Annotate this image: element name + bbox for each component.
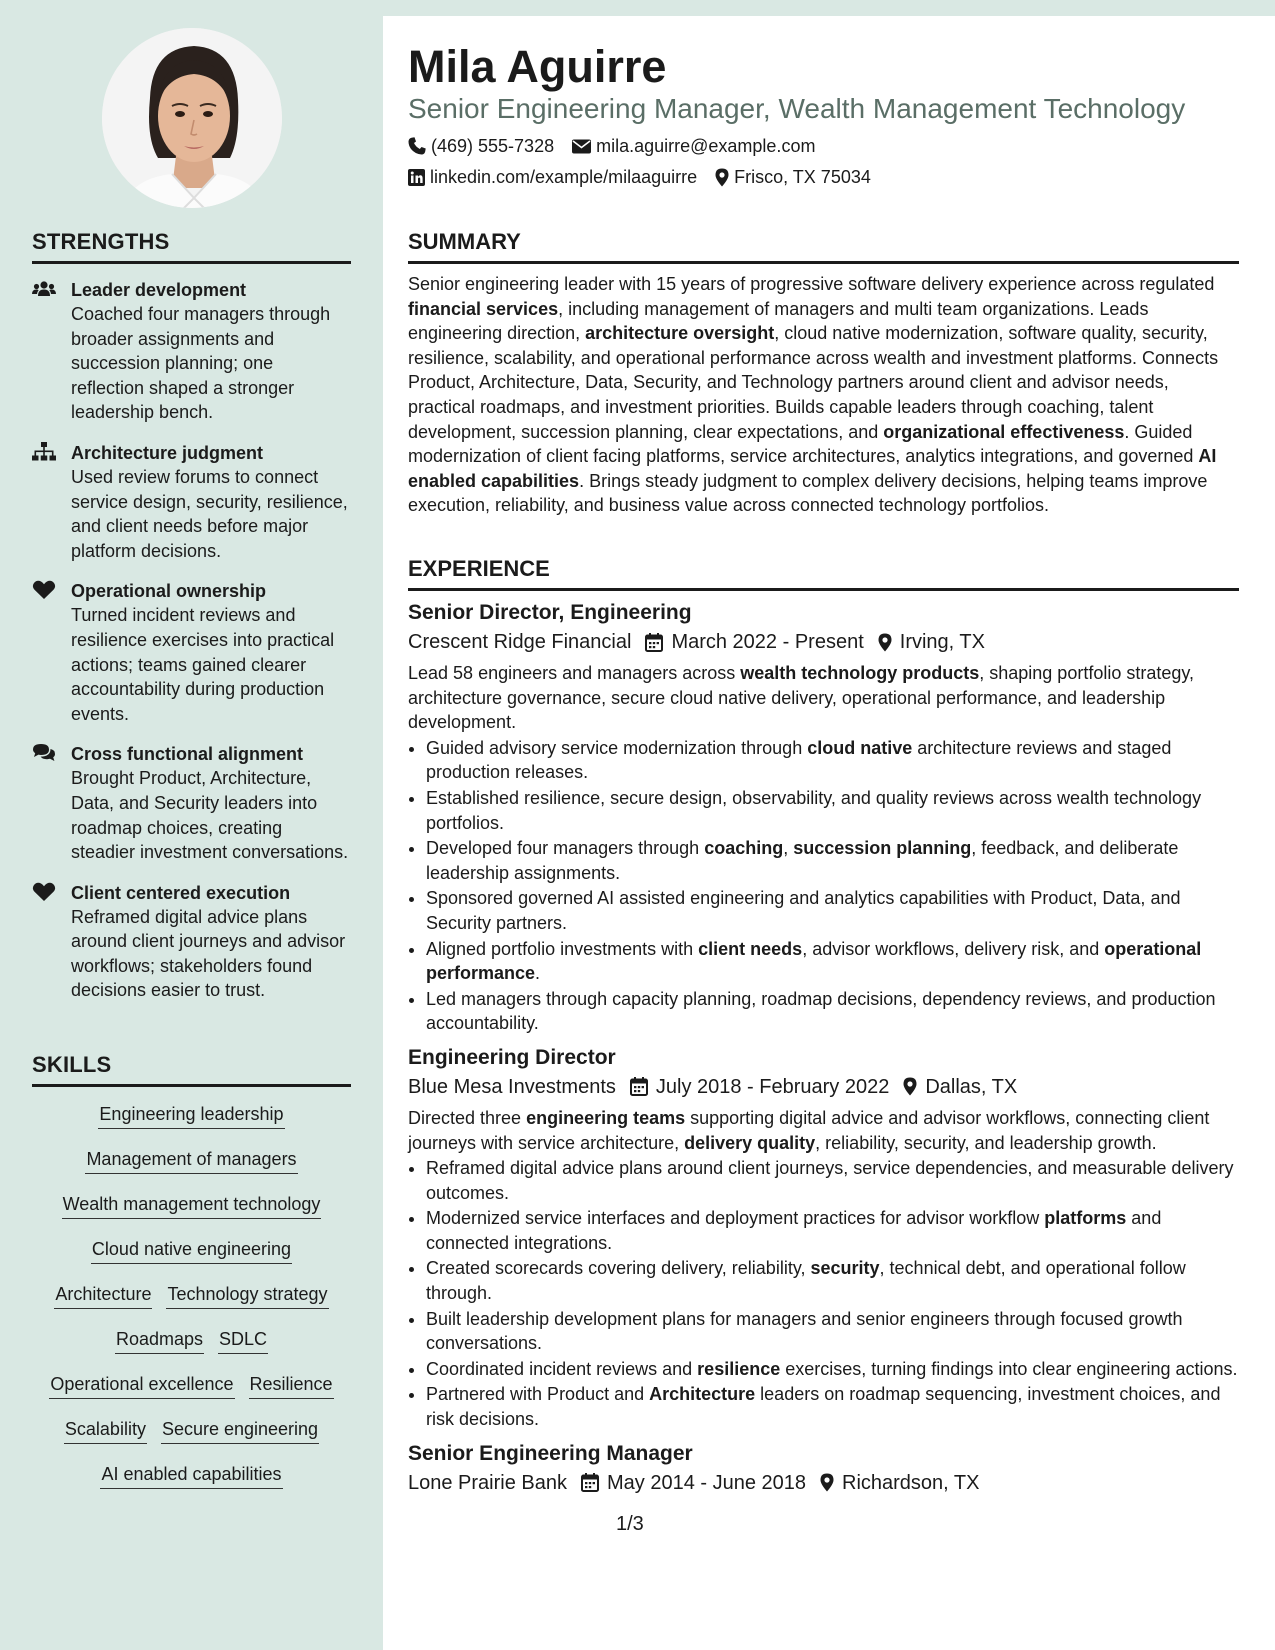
bold-text: resilience [697,1358,781,1379]
skill-row [32,1328,351,1373]
map-pin-icon [820,1473,834,1492]
calendar-icon [581,1473,599,1492]
skill-row [32,1373,351,1418]
job-list [408,599,1239,1498]
strength-desc: Brought Product, Architecture, Data, and Security leaders into roadmap choices, creating steadier investment conversations. [71,768,349,863]
text-segment: , reliability, security, and leadership growth. [815,1132,1157,1153]
job-title: Senior Engineering Manager [408,1441,693,1465]
skill-row [32,1238,351,1283]
skills-heading: SKILLS [32,1052,351,1087]
strength-title: Cross functional alignment [71,744,304,765]
strength-item [32,441,351,563]
summary-heading: SUMMARY [408,229,1239,264]
job-dates: March 2022 - Present [671,631,864,653]
email-item[interactable] [572,134,815,158]
text-segment: architecture reviews and staged production releases. [426,737,1172,783]
contact-row [408,165,889,189]
text-segment: , technical debt, and operational follow through. [426,1258,1186,1304]
calendar-icon [645,633,663,652]
skill-tag: Cloud native engineering [91,1238,292,1264]
skill-row [32,1103,351,1148]
job-dates: July 2018 - February 2022 [655,1075,890,1098]
profile-photo [102,28,282,208]
text-segment: , cloud native modernization, software quality, security, resilience, scalability, and operational performance across wealth and investment platforms. Connects Product, Architecture, Data, Security, and Technology partners around client and advisor needs, practical roadmaps, and investment priorities. Builds capable leaders through coaching, talent development, succession planning, clear expectations, and [408,323,1219,442]
text-segment: and connected integrations. [426,1208,1162,1253]
job-location: Dallas, TX [925,1075,1018,1098]
bullet-item [426,1307,1239,1356]
company-name: Lone Prairie Bank [408,1471,567,1494]
bullet-item [426,736,1239,785]
job-entry [408,1440,1239,1498]
job-title: Engineering Director [408,1045,616,1069]
text-segment: Modernized service interfaces and deployment practices for advisor workflow [426,1208,1045,1229]
bold-text: engineering teams [526,1107,686,1128]
phone-icon [408,137,426,155]
job-meta [408,627,1239,657]
avatar [102,28,282,208]
text-segment: Reframed digital advice plans around client journeys, service dependencies, and measurable delivery outcomes. [426,1158,1234,1203]
text-segment: , including management of managers and multi team organizations. Leads engineering direction, [408,298,1149,344]
job-entry [408,599,1239,1036]
job-location: Richardson, TX [842,1471,980,1494]
skill-tag: SDLC [218,1328,268,1354]
location-item [715,165,871,189]
strength-desc: Turned incident reviews and resilience exercises into practical actions; teams gained clearer accountability during production events. [71,605,335,724]
strength-item [32,742,351,864]
strength-item [32,881,351,1003]
strength-title: Architecture judgment [71,442,264,463]
page-number: 1/3 [616,1513,644,1535]
job-description [408,661,1239,735]
text-segment: Aligned portfolio investments with [426,938,699,959]
bold-text: cloud native [807,737,913,758]
text-segment: . [535,963,541,984]
summary-text [408,272,1239,518]
skill-tag: Management of managers [85,1148,297,1174]
skill-row [32,1148,351,1193]
text-segment: Established resilience, secure design, observability, and quality reviews across wealth technology portfolios. [426,787,1202,833]
bullet-item [426,1357,1239,1382]
strength-title: Client centered execution [71,882,291,903]
job-meta [408,1072,1239,1102]
bold-text: wealth technology products [740,663,980,683]
experience-heading: EXPERIENCE [408,556,1239,591]
text-segment: Senior engineering leader with 15 years of progressive software delivery experience across regulated [408,274,1215,294]
strengths-section [32,229,351,1003]
bold-text: delivery quality [684,1132,816,1153]
text-segment: Built leadership development plans for managers and senior engineers through focused growth conversations. [426,1308,1183,1354]
map-pin-icon [715,168,729,187]
bold-text: architecture oversight [585,323,775,344]
heart-icon [32,882,56,902]
heart-icon [32,580,56,600]
bold-text: succession planning [793,838,972,859]
bullet-item [426,886,1239,935]
strength-desc: Coached four managers through broader assignments and succession planning; one reflection shaped a stronger leadership bench. [71,304,331,423]
bold-text: financial services [408,298,559,319]
bullet-item [426,1156,1239,1205]
text-segment: Partnered with Product and [426,1384,650,1405]
location-text: Frisco, TX 75034 [734,167,871,187]
text-segment: supporting digital advice and advisor workflows, connecting client journeys with service architecture, [408,1107,1210,1153]
skill-tag: Roadmaps [115,1328,204,1354]
bold-text: AI enabled capabilities [408,446,1217,491]
text-segment: leaders on roadmap sequencing, investment choices, and risk decisions. [426,1384,1221,1430]
skill-row [32,1418,351,1463]
skill-row [32,1283,351,1328]
skill-tag: AI enabled capabilities [100,1463,282,1489]
job-description [408,1106,1239,1155]
strength-item [32,579,351,726]
skill-tag: Scalability [64,1418,147,1444]
skill-tag: Operational excellence [49,1373,234,1399]
text-segment: , advisor workflows, delivery risk, and [802,938,1105,959]
text-segment: Sponsored governed AI assisted engineering and analytics capabilities with Product, Data, and Security partners. [426,888,1181,933]
text-segment: . Brings steady judgment to complex delivery decisions, helping teams improve execution, reliability, and business value across connected technology portfolios. [408,470,1208,516]
envelope-icon [572,139,591,154]
bold-text: platforms [1044,1208,1127,1229]
bold-text: security [810,1258,880,1279]
text-segment: Developed four managers through [426,838,705,859]
candidate-name: Mila Aguirre [408,41,667,92]
skills-section [32,1052,351,1508]
bold-text: coaching [704,838,784,859]
job-dates: May 2014 - June 2018 [606,1471,807,1494]
phone-text: (469) 555-7328 [431,136,555,156]
skill-tag: Secure engineering [161,1418,319,1444]
text-segment: exercises, turning findings into clear engineering actions. [780,1358,1238,1379]
map-pin-icon [878,633,892,652]
bullet-item [426,836,1239,885]
bullet-item [426,786,1239,835]
bold-text: operational performance [426,938,1202,984]
text-segment: Lead 58 engineers and managers across [408,663,741,683]
job-location: Irving, TX [899,631,985,653]
text-segment: Led managers through capacity planning, roadmap decisions, dependency reviews, and production accountability. [426,988,1216,1034]
strength-desc: Used review forums to connect service design, security, resilience, and client needs before major platform decisions. [71,466,348,561]
linkedin-item[interactable] [408,165,697,189]
bullet-list [408,1156,1239,1432]
strength-title: Operational ownership [71,581,267,602]
bold-text: organizational effectiveness [883,421,1125,442]
skill-tag: Technology strategy [166,1283,328,1309]
strength-item [32,278,351,425]
text-segment: , shaping portfolio strategy, architecture governance, secure cloud native delivery, operational performance, and leadership development. [408,663,1195,733]
text-segment: . Guided modernization of client facing platforms, service architectures, analytics integrations, and governed [408,421,1199,467]
company-name: Blue Mesa Investments [408,1075,616,1098]
text-segment: , feedback, and deliberate leadership assignments. [426,838,1179,883]
bold-text: client needs [698,938,803,959]
sitemap-icon [32,442,56,462]
skill-tag: Resilience [249,1373,334,1399]
job-meta [408,1468,1239,1498]
skills-list [32,1103,351,1508]
text-segment: , [783,838,794,859]
skill-tag: Wealth management technology [62,1193,322,1219]
map-pin-icon [903,1077,917,1096]
bullet-item [426,1382,1239,1431]
skill-row [32,1463,351,1508]
phone-item[interactable] [408,134,554,158]
sidebar [0,0,383,1650]
linkedin-icon [408,169,425,186]
skill-row [32,1193,351,1238]
main-content [383,16,1275,1650]
skill-tag: Engineering leadership [98,1103,284,1129]
text-segment: Created scorecards covering delivery, reliability, [426,1258,811,1279]
summary-section [408,229,1239,518]
candidate-title: Senior Engineering Manager, Wealth Management Technology [408,93,1186,124]
calendar-icon [630,1077,648,1096]
contact-row [408,134,833,158]
bullet-list [408,736,1239,1036]
skill-tag: Architecture [54,1283,152,1309]
bullet-item [426,937,1239,986]
company-name: Crescent Ridge Financial [408,631,632,653]
strength-title: Leader development [71,280,247,300]
email-text: mila.aguirre@example.com [596,136,816,156]
linkedin-text: linkedin.com/example/milaaguirre [430,167,698,187]
job-title: Senior Director, Engineering [408,601,692,624]
job-entry [408,1044,1239,1432]
text-segment: Coordinated incident reviews and [426,1358,698,1379]
users-icon [32,279,56,299]
bullet-item [426,1206,1239,1255]
bullet-item [426,1256,1239,1305]
bold-text: Architecture [649,1384,756,1405]
strength-desc: Reframed digital advice plans around client journeys and advisor workflows; stakeholders found decisions easier to trust. [71,906,346,1001]
experience-section [408,556,1239,1498]
text-segment: Directed three [408,1107,527,1128]
strengths-heading: STRENGTHS [32,229,351,264]
comments-icon [32,743,56,763]
text-segment: Guided advisory service modernization through [426,737,808,758]
bullet-item [426,987,1239,1036]
